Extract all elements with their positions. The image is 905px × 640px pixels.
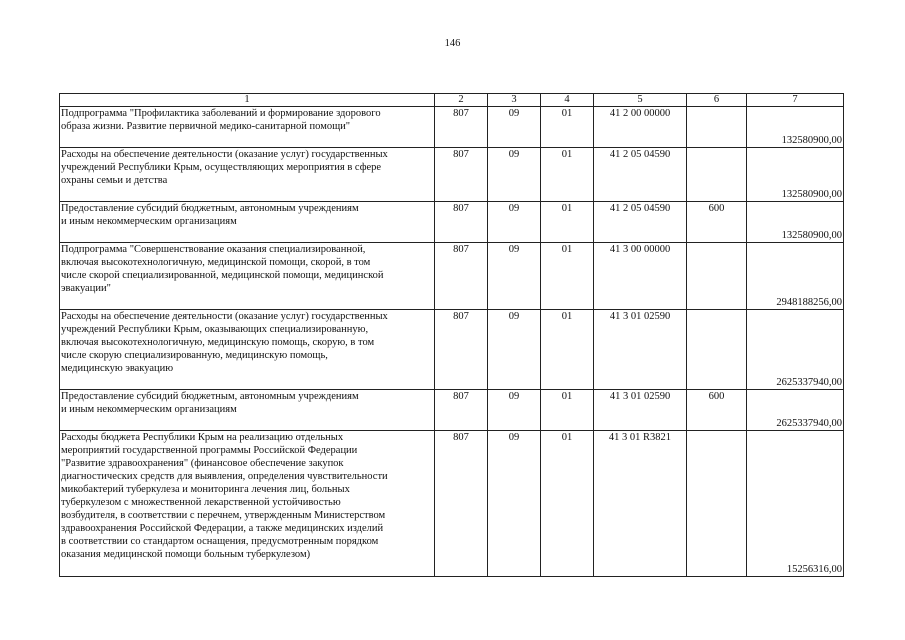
table-row — [60, 148, 844, 202]
description-line: Расходы на обеспечение деятельности (оказание услуг) государственных — [61, 311, 388, 322]
cell-col-4: 01 — [541, 202, 594, 243]
table-header-row — [60, 94, 844, 107]
description-line: учреждений Республики Крым, осуществляющих мероприятия в сфере — [61, 162, 382, 173]
row-description — [60, 148, 435, 202]
cell-amount: 15256316,00 — [747, 431, 844, 577]
header-col-4: 4 — [541, 94, 594, 107]
description-line: учреждений Республики Крым, оказывающих специализированную, — [61, 324, 369, 335]
cell-amount: 132580900,00 — [747, 148, 844, 202]
row-description — [60, 310, 435, 390]
cell-col-6 — [687, 243, 747, 310]
row-description — [60, 431, 435, 577]
description-line: Подпрограмма "Профилактика заболеваний и формирование здорового — [61, 108, 381, 119]
cell-col-3: 09 — [488, 390, 541, 431]
description-line: здравоохранения Российской Федерации, а также медицинских изделий — [61, 523, 384, 534]
description-line: медицинскую эвакуацию — [61, 363, 174, 374]
description-line: и иным некоммерческим организациям — [61, 404, 237, 415]
cell-col-5: 41 3 01 02590 — [594, 310, 687, 390]
description-line: Предоставление субсидий бюджетным, автономным учреждениям — [61, 203, 359, 214]
row-description — [60, 390, 435, 431]
cell-amount: 2948188256,00 — [747, 243, 844, 310]
cell-col-6: 600 — [687, 390, 747, 431]
description-line: Подпрограмма "Совершенствование оказания специализированной, — [61, 244, 366, 255]
row-description — [60, 107, 435, 148]
table-body — [60, 107, 844, 577]
cell-col-2: 807 — [435, 107, 488, 148]
cell-col-4: 01 — [541, 390, 594, 431]
header-col-3: 3 — [488, 94, 541, 107]
row-description — [60, 243, 435, 310]
cell-col-4: 01 — [541, 148, 594, 202]
description-line: возбудителя, в соответствии с перечнем, утвержденным Министерством — [61, 510, 386, 521]
cell-col-2: 807 — [435, 148, 488, 202]
page-number: 146 — [444, 38, 461, 49]
cell-col-4: 01 — [541, 431, 594, 577]
description-line: включая высокотехнологичную, медицинскую помощь, скорую, в том — [61, 337, 375, 348]
description-line: образа жизни. Развитие первичной медико-санитарной помощи" — [61, 121, 351, 132]
cell-col-3: 09 — [488, 202, 541, 243]
cell-col-6 — [687, 310, 747, 390]
cell-col-4: 01 — [541, 107, 594, 148]
cell-col-5: 41 3 00 00000 — [594, 243, 687, 310]
table-row — [60, 202, 844, 243]
description-line: Расходы бюджета Республики Крым на реализацию отдельных — [61, 432, 344, 443]
cell-col-4: 01 — [541, 310, 594, 390]
cell-col-6 — [687, 107, 747, 148]
cell-col-5: 41 2 05 04590 — [594, 148, 687, 202]
cell-col-6 — [687, 431, 747, 577]
cell-amount: 2625337940,00 — [747, 390, 844, 431]
table-row — [60, 243, 844, 310]
cell-col-5: 41 3 01 R3821 — [594, 431, 687, 577]
description-line: Расходы на обеспечение деятельности (оказание услуг) государственных — [61, 149, 388, 160]
cell-amount: 132580900,00 — [747, 107, 844, 148]
description-line: числе скорой специализированной, медицинской помощи, медицинской — [61, 270, 384, 281]
table-row — [60, 310, 844, 390]
cell-col-2: 807 — [435, 243, 488, 310]
cell-col-3: 09 — [488, 431, 541, 577]
description-line: в соответствии со стандартом оснащения, предусмотренным порядком — [61, 536, 379, 547]
description-line: эвакуации" — [61, 283, 111, 294]
cell-col-6 — [687, 148, 747, 202]
cell-col-5: 41 2 05 04590 — [594, 202, 687, 243]
cell-col-3: 09 — [488, 310, 541, 390]
cell-col-4: 01 — [541, 243, 594, 310]
cell-col-3: 09 — [488, 243, 541, 310]
description-line: включая высокотехнологичную, медицинской помощи, скорой, в том — [61, 257, 371, 268]
cell-col-3: 09 — [488, 107, 541, 148]
cell-amount: 132580900,00 — [747, 202, 844, 243]
description-line: оказания медицинской помощи больным туберкулезом) — [61, 549, 311, 560]
cell-col-2: 807 — [435, 202, 488, 243]
cell-col-2: 807 — [435, 431, 488, 577]
description-line: "Развитие здравоохранения" (финансовое обеспечение закупок — [61, 458, 344, 469]
description-line: диагностических средств для выявления, определения чувствительности — [61, 471, 388, 482]
description-line: туберкулезом с множественной лекарственной устойчивостью — [61, 497, 341, 508]
cell-amount: 2625337940,00 — [747, 310, 844, 390]
description-line: числе скорую специализированную, медицинскую помощь, — [61, 350, 328, 361]
header-col-7: 7 — [747, 94, 844, 107]
description-line: микобактерий туберкулеза и мониторинга лечения лиц, больных — [61, 484, 350, 495]
header-col-6: 6 — [687, 94, 747, 107]
cell-col-2: 807 — [435, 390, 488, 431]
table-row — [60, 431, 844, 577]
description-line: Предоставление субсидий бюджетным, автономным учреждениям — [61, 391, 359, 402]
row-description — [60, 202, 435, 243]
cell-col-5: 41 2 00 00000 — [594, 107, 687, 148]
header-col-5: 5 — [594, 94, 687, 107]
description-line: мероприятий государственной программы Российской Федерации — [61, 445, 358, 456]
header-col-2: 2 — [435, 94, 488, 107]
cell-col-2: 807 — [435, 310, 488, 390]
header-col-1: 1 — [60, 94, 435, 107]
cell-col-6: 600 — [687, 202, 747, 243]
budget-table — [59, 93, 844, 577]
description-line: охраны семьи и детства — [61, 175, 168, 186]
cell-col-3: 09 — [488, 148, 541, 202]
cell-col-5: 41 3 01 02590 — [594, 390, 687, 431]
description-line: и иным некоммерческим организациям — [61, 216, 237, 227]
table-row — [60, 107, 844, 148]
table-row — [60, 390, 844, 431]
